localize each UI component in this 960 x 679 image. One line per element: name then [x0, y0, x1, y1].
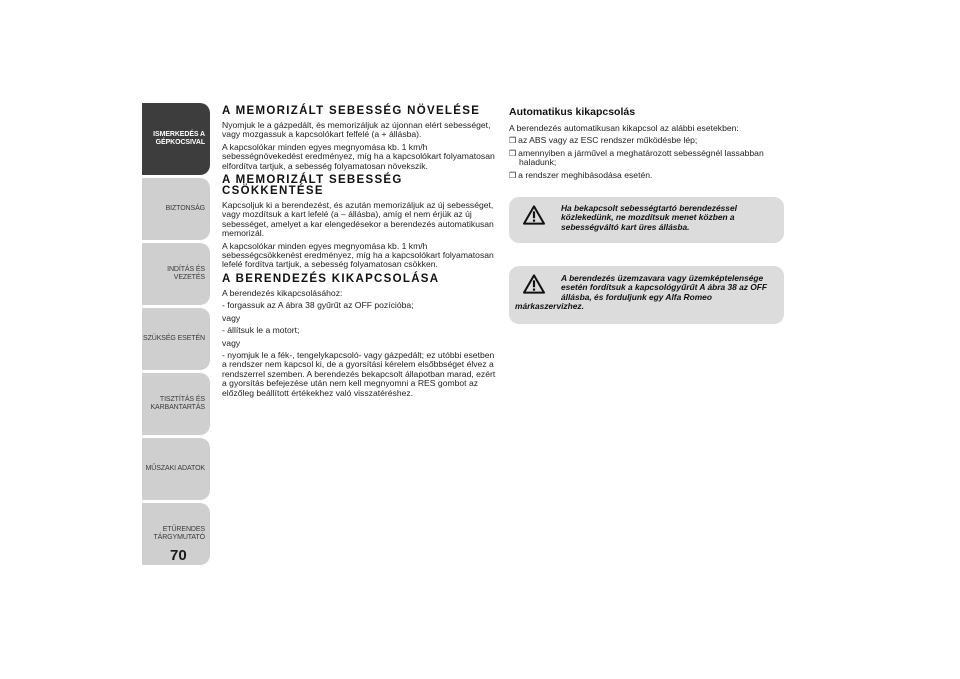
warning-text: Ha bekapcsolt sebességtartó berendezéssel közlekedünk, ne mozdítsuk menet közben a sebességváltó kart üres állásba.: [561, 203, 737, 232]
tab-tisztitas-es-karbantartas[interactable]: [142, 373, 210, 435]
tab-label: INDÍTÁS ÉS VEZETÉS: [167, 266, 205, 281]
paragraph: vagy: [222, 312, 241, 323]
page-number: 70: [170, 547, 187, 564]
list-item-text: a rendszer meghibásodása esetén.: [518, 169, 653, 180]
tab-label: ETŰRENDES TÁRGYMUTATÓ: [153, 526, 205, 541]
warning-text-tail: márkaszervizhez.: [515, 301, 584, 312]
warning-triangle-icon: [523, 274, 545, 294]
tab-label: ISMERKEDÉS A GÉPKOCSIVAL: [153, 131, 205, 146]
section-heading: A BERENDEZÉS KIKAPCSOLÁSA: [222, 272, 440, 285]
paragraph: Nyomjuk le a gázpedált, és memorizáljuk az újonnan elért sebességet, vagy mozgassuk a kapcsolókart felfelé (a + állásba).: [222, 120, 491, 140]
paragraph: - állítsuk le a motort;: [222, 325, 300, 336]
checkbox-bullet-icon: ❒: [509, 148, 517, 158]
warning-text-main: A berendezés üzemzavara vagy üzemképtelensége esetén fordítsuk a kapcsológyűrűt A ábra 38 az OFF állásba, és forduljunk egy Alfa Romeo: [561, 273, 768, 302]
paragraph: Kapcsoljuk ki a berendezést, és azután memorizáljuk az új sebességet, vagy mozdítsuk a kart lefelé (a – állásba), amíg el nem érjük az új sebességet, amelyet a kar elengedésekor a berendezés automatikusan memorizál.: [222, 200, 494, 239]
left-column: [222, 106, 498, 401]
tab-ismerkedes[interactable]: [142, 103, 210, 175]
paragraph: A berendezés kikapcsolásához:: [222, 287, 343, 298]
tab-inditas-es-vezetes[interactable]: [142, 243, 210, 305]
tab-label: TISZTÍTÁS ÉS KARBANTARTÁS: [150, 396, 205, 411]
list-item: [509, 149, 784, 168]
checkbox-bullet-icon: ❒: [509, 170, 517, 180]
right-column: [509, 106, 784, 324]
list-item: [509, 171, 784, 180]
tab-label: MŰSZAKI ADATOK: [145, 465, 205, 472]
paragraph: - nyomjuk le a fék-, tengelykapcsoló- vagy gázpedált; ez utóbbi esetben a rendszer nem kapcsol ki, de a gyorsítási kérelem elsőbbséget élvez a rendszerrel szemben. A berendezés bekapcsolt állapotban marad, ezért a gyorsítás befejezése után nem kell megnyomni a RES gombot az előzőleg beállított értékekhez való visszatéréshez.: [222, 349, 496, 398]
tab-label: SZÜKSÉG ESETÉN: [143, 335, 206, 342]
tab-label: BIZTONSÁG: [165, 205, 205, 212]
chapter-sidebar: [142, 103, 210, 568]
warning-triangle-icon: [523, 205, 545, 225]
section-heading: A MEMORIZÁLT SEBESSÉG NÖVELÉSE: [222, 105, 481, 117]
subsection-heading: Automatikus kikapcsolás: [509, 106, 636, 118]
paragraph: A berendezés automatikusan kikapcsol az alábbi esetekben:: [509, 123, 739, 133]
paragraph: A kapcsolókar minden egyes megnyomása kb. 1 km/h sebességcsökkenést eredményez, míg ha a kapcsolókart folyamatosan lefelé fordítva tartjuk, a sebesség folyamatosan csökken.: [222, 240, 494, 270]
tab-muszaki-adatok[interactable]: [142, 438, 210, 500]
tab-szukseg-eseten[interactable]: [142, 308, 210, 370]
list-item-text: amennyiben a járművel a meghatározott sebességnél lassabban haladunk;: [518, 147, 764, 168]
checkbox-bullet-icon: ❒: [509, 136, 517, 146]
paragraph: A kapcsolókar minden egyes megnyomása kb. 1 km/h sebességnövekedést eredményez, míg ha a kapcsolókart folyamatosan elfordítva tartjuk, a sebesség folyamatosan növekszik.: [222, 141, 495, 171]
section-heading: A MEMORIZÁLT SEBESSÉG CSÖKKENTÉSE: [222, 174, 403, 198]
paragraph: - forgassuk az A ábra 38 gyűrűt az OFF pozícióba;: [222, 300, 414, 311]
list-item: [509, 136, 784, 145]
warning-box: [509, 197, 784, 243]
tab-biztonsag[interactable]: [142, 178, 210, 240]
warning-text: [509, 266, 784, 312]
warning-box: [509, 266, 784, 324]
paragraph: vagy: [222, 337, 241, 348]
list-item-text: az ABS vagy az ESC rendszer működésbe lép;: [518, 135, 698, 146]
